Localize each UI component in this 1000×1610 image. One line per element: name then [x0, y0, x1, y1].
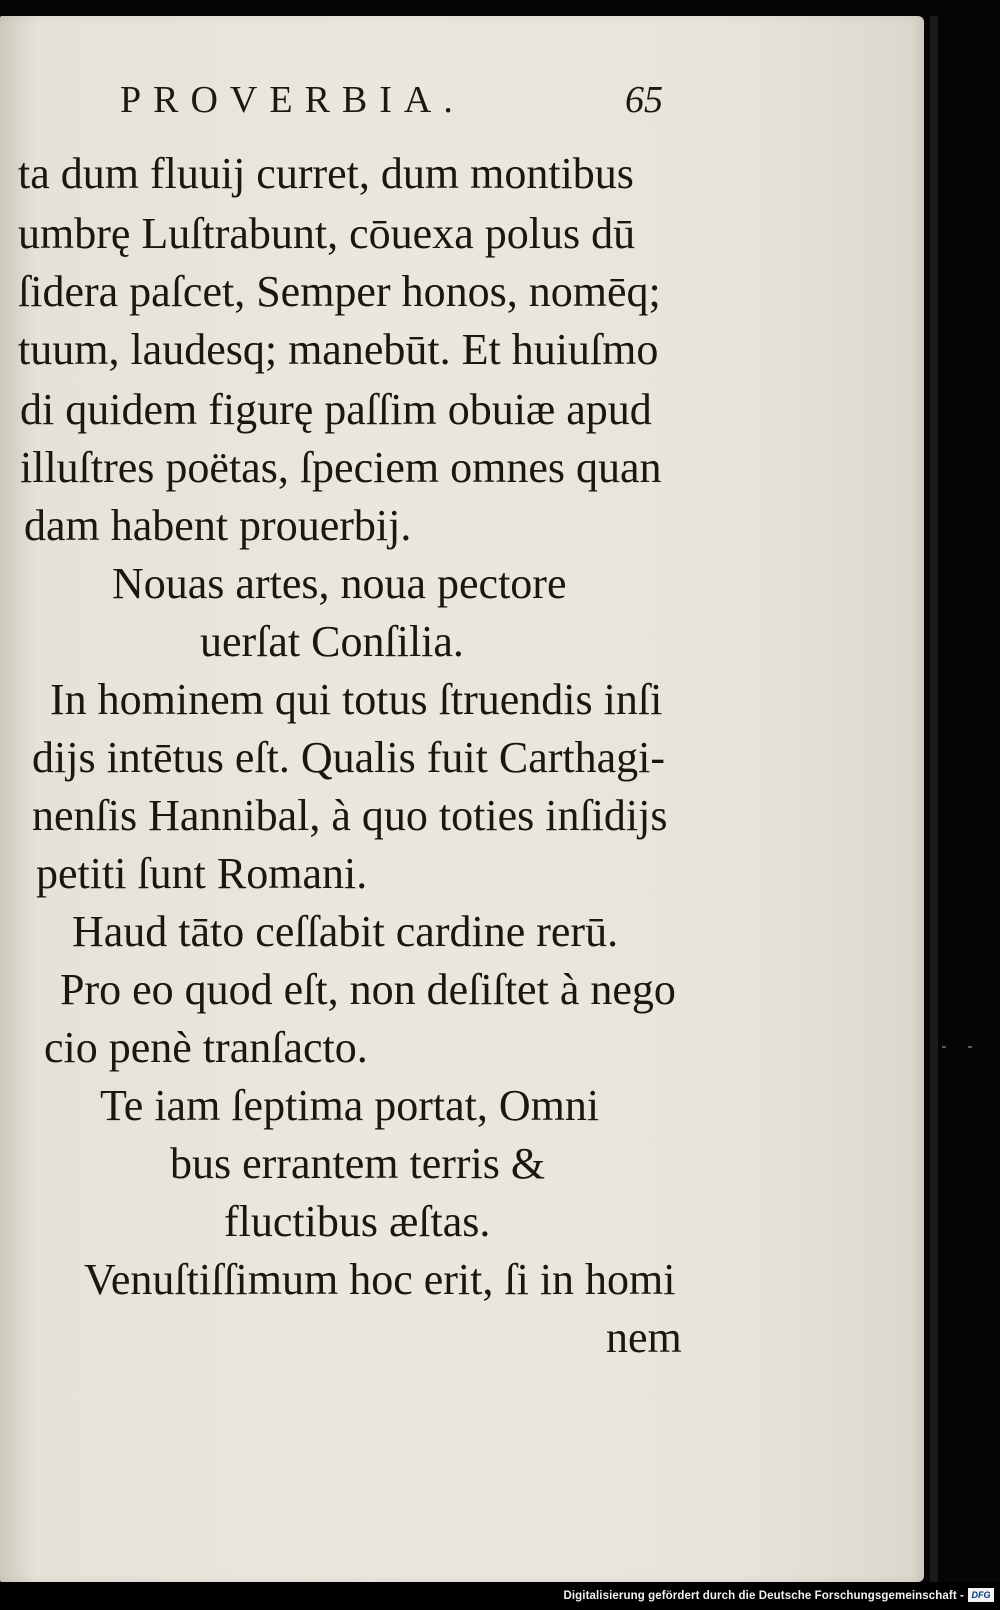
scan-speck: [942, 1046, 946, 1048]
text-line: ta dum fluuij curret, dum montibus: [18, 149, 634, 198]
proverb-line: bus errantem terris &: [170, 1139, 546, 1188]
dfg-logo: DFG: [968, 1588, 994, 1602]
footer-bar: [0, 1582, 1000, 1610]
proverb-line: Haud tāto ceſſabit cardine rerū.: [72, 907, 619, 956]
page-edge: [930, 16, 938, 1582]
catchword: nem: [606, 1313, 682, 1362]
text-line: cio penè tranſacto.: [44, 1023, 368, 1072]
page-number: 65: [625, 79, 663, 121]
text-line: Pro eo quod eſt, non deſiſtet à nego: [60, 965, 676, 1014]
proverb-line: uerſat Conſilia.: [200, 617, 464, 666]
text-line: petiti ſunt Romani.: [36, 849, 368, 898]
text-line: Venuſtiſſimum hoc erit, ſi in homi: [84, 1255, 676, 1304]
text-line: dam habent prouerbij.: [24, 501, 412, 550]
running-head-title: PROVERBIA.: [120, 79, 465, 121]
text-line: umbrę Luſtrabunt, cōuexa polus dū: [18, 209, 636, 258]
text-line: In hominem qui totus ſtruendis inſi: [50, 675, 663, 724]
text-line: di quidem figurę paſſim obuiæ apud: [20, 385, 652, 434]
text-line: tuum, laudesq; manebūt. Et huiuſmo: [18, 325, 659, 374]
footer-credit: Digitalisierung gefördert durch die Deutsche Forschungsgemeinschaft -: [563, 1590, 964, 1602]
text-line: illuſtres poëtas, ſpeciem omnes quan: [20, 443, 662, 492]
proverb-line: Te iam ſeptima portat, Omni: [100, 1081, 600, 1130]
text-line: dijs intētus eſt. Qualis fuit Carthagi-: [32, 733, 666, 782]
text-line: nenſis Hannibal, à quo toties inſidijs: [32, 791, 668, 840]
proverb-line: Nouas artes, noua pectore: [112, 559, 567, 608]
text-line: ſidera paſcet, Semper honos, nomēq;: [18, 267, 661, 316]
scan-speck: [968, 1046, 972, 1048]
proverb-line: fluctibus æſtas.: [224, 1197, 491, 1246]
